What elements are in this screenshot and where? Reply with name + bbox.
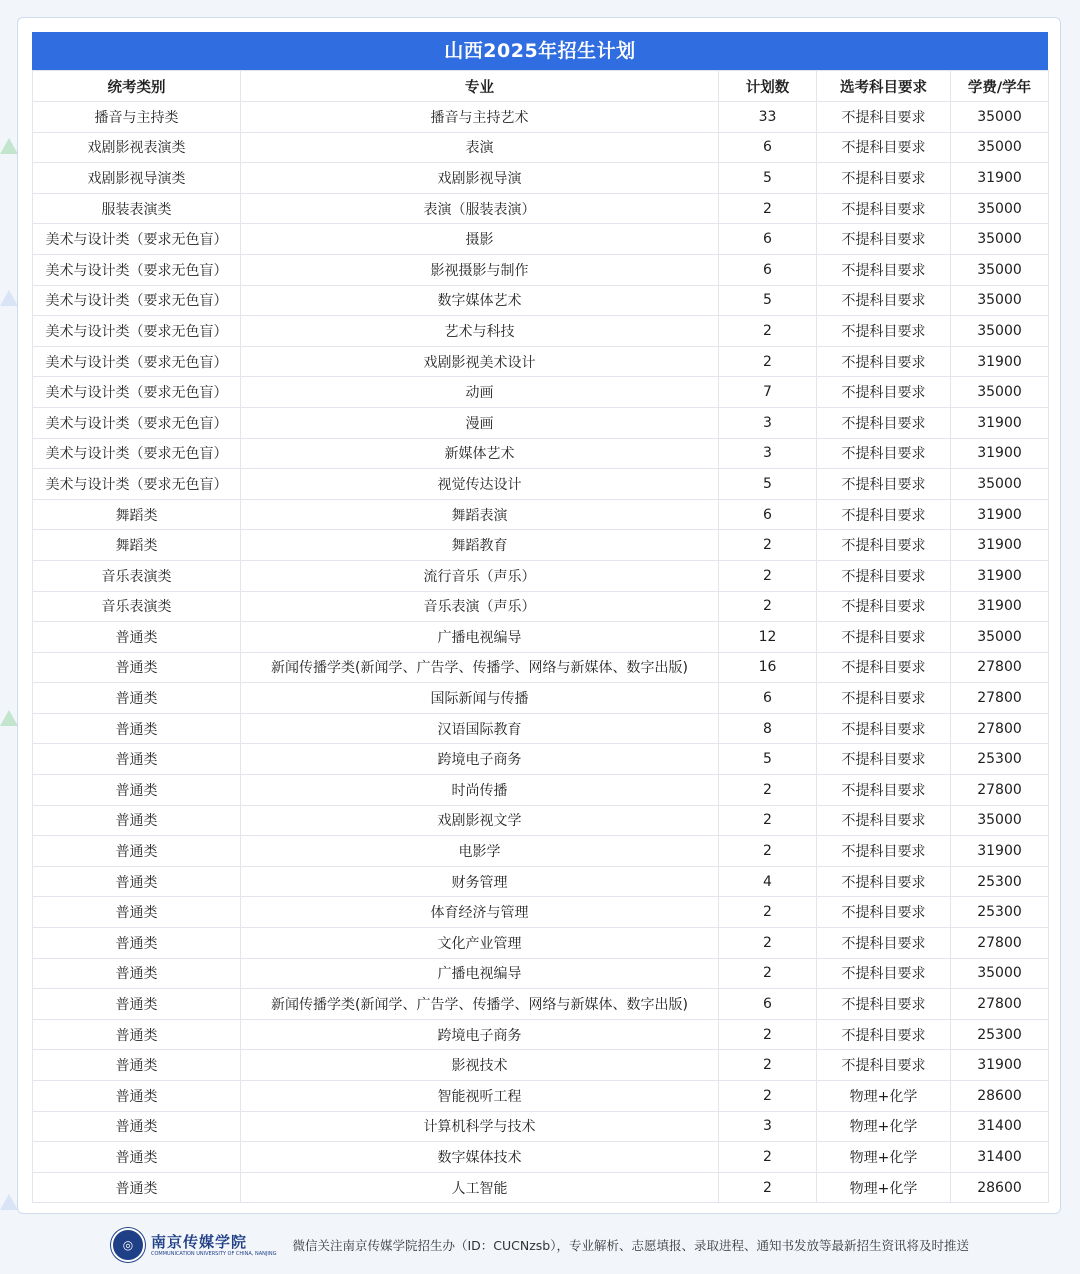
cell-tuition: 31400	[951, 1111, 1049, 1142]
cell-tuition: 35000	[951, 805, 1049, 836]
column-header-quota: 计划数	[719, 71, 817, 102]
cell-tuition: 35000	[951, 285, 1049, 316]
table-row	[33, 407, 1049, 438]
footer	[0, 1226, 1080, 1264]
cell-category: 舞蹈类	[33, 499, 241, 530]
cell-subject-requirement: 不提科目要求	[817, 591, 951, 622]
cell-quota: 6	[719, 683, 817, 714]
cell-tuition: 35000	[951, 224, 1049, 255]
cell-tuition: 31900	[951, 591, 1049, 622]
cell-major: 戏剧影视美术设计	[241, 346, 719, 377]
university-name-en: COMMUNICATION UNIVERSITY OF CHINA, NANJING	[151, 1250, 277, 1257]
cell-major: 计算机科学与技术	[241, 1111, 719, 1142]
cell-major: 摄影	[241, 224, 719, 255]
cell-category: 美术与设计类（要求无色盲）	[33, 285, 241, 316]
cell-tuition: 35000	[951, 958, 1049, 989]
cell-major: 动画	[241, 377, 719, 408]
cell-quota: 6	[719, 499, 817, 530]
cell-tuition: 25300	[951, 744, 1049, 775]
table-row	[33, 102, 1049, 133]
cell-category: 普通类	[33, 1019, 241, 1050]
cell-quota: 5	[719, 469, 817, 500]
cell-major: 汉语国际教育	[241, 713, 719, 744]
cell-tuition: 35000	[951, 377, 1049, 408]
cell-quota: 8	[719, 713, 817, 744]
table-row	[33, 1081, 1049, 1112]
cell-tuition: 31900	[951, 1050, 1049, 1081]
cell-subject-requirement: 不提科目要求	[817, 102, 951, 133]
cell-subject-requirement: 不提科目要求	[817, 469, 951, 500]
cell-major: 跨境电子商务	[241, 1019, 719, 1050]
cell-tuition: 31400	[951, 1142, 1049, 1173]
cell-subject-requirement: 不提科目要求	[817, 193, 951, 224]
cell-major: 国际新闻与传播	[241, 683, 719, 714]
cell-subject-requirement: 不提科目要求	[817, 530, 951, 561]
cell-category: 普通类	[33, 1081, 241, 1112]
table-row	[33, 622, 1049, 653]
table-row	[33, 285, 1049, 316]
cell-subject-requirement: 不提科目要求	[817, 254, 951, 285]
table-row	[33, 775, 1049, 806]
cell-major: 舞蹈教育	[241, 530, 719, 561]
cell-tuition: 35000	[951, 254, 1049, 285]
column-header-major: 专业	[241, 71, 719, 102]
cell-tuition: 27800	[951, 928, 1049, 959]
cell-quota: 4	[719, 866, 817, 897]
cell-major: 戏剧影视导演	[241, 163, 719, 194]
table-row	[33, 132, 1049, 163]
cell-category: 服装表演类	[33, 193, 241, 224]
cell-category: 播音与主持类	[33, 102, 241, 133]
cell-subject-requirement: 不提科目要求	[817, 316, 951, 347]
cell-tuition: 35000	[951, 132, 1049, 163]
cell-subject-requirement: 不提科目要求	[817, 132, 951, 163]
cell-quota: 7	[719, 377, 817, 408]
table-row	[33, 1050, 1049, 1081]
table-row	[33, 254, 1049, 285]
cell-quota: 3	[719, 438, 817, 469]
cell-category: 戏剧影视导演类	[33, 163, 241, 194]
cell-quota: 5	[719, 744, 817, 775]
table-row	[33, 316, 1049, 347]
cell-major: 智能视听工程	[241, 1081, 719, 1112]
cell-major: 音乐表演（声乐）	[241, 591, 719, 622]
cell-quota: 16	[719, 652, 817, 683]
cell-major: 新媒体艺术	[241, 438, 719, 469]
table-row	[33, 1142, 1049, 1173]
cell-subject-requirement: 不提科目要求	[817, 1050, 951, 1081]
cell-tuition: 31900	[951, 438, 1049, 469]
cell-quota: 3	[719, 1111, 817, 1142]
cell-subject-requirement: 物理+化学	[817, 1172, 951, 1203]
cell-subject-requirement: 物理+化学	[817, 1081, 951, 1112]
cell-category: 普通类	[33, 713, 241, 744]
cell-quota: 2	[719, 775, 817, 806]
cell-category: 普通类	[33, 1050, 241, 1081]
table-row	[33, 1111, 1049, 1142]
cell-quota: 2	[719, 805, 817, 836]
cell-category: 普通类	[33, 652, 241, 683]
cell-subject-requirement: 不提科目要求	[817, 622, 951, 653]
table-row	[33, 438, 1049, 469]
cell-quota: 2	[719, 836, 817, 867]
decor-triangle	[0, 290, 18, 306]
cell-major: 播音与主持艺术	[241, 102, 719, 133]
cell-tuition: 35000	[951, 469, 1049, 500]
cell-quota: 6	[719, 132, 817, 163]
cell-subject-requirement: 不提科目要求	[817, 928, 951, 959]
cell-quota: 2	[719, 1172, 817, 1203]
cell-major: 文化产业管理	[241, 928, 719, 959]
cell-major: 流行音乐（声乐）	[241, 560, 719, 591]
cell-subject-requirement: 不提科目要求	[817, 836, 951, 867]
cell-quota: 2	[719, 958, 817, 989]
cell-quota: 5	[719, 163, 817, 194]
cell-category: 普通类	[33, 775, 241, 806]
cell-quota: 5	[719, 285, 817, 316]
cell-tuition: 31900	[951, 407, 1049, 438]
cell-major: 表演（服装表演）	[241, 193, 719, 224]
cell-major: 人工智能	[241, 1172, 719, 1203]
cell-major: 数字媒体艺术	[241, 285, 719, 316]
cell-subject-requirement: 不提科目要求	[817, 285, 951, 316]
cell-tuition: 31900	[951, 346, 1049, 377]
cell-major: 影视技术	[241, 1050, 719, 1081]
cell-subject-requirement: 不提科目要求	[817, 652, 951, 683]
cell-quota: 2	[719, 591, 817, 622]
cell-tuition: 31900	[951, 499, 1049, 530]
cell-quota: 12	[719, 622, 817, 653]
cell-category: 普通类	[33, 897, 241, 928]
cell-category: 普通类	[33, 622, 241, 653]
cell-category: 音乐表演类	[33, 560, 241, 591]
table-row	[33, 713, 1049, 744]
cell-category: 普通类	[33, 683, 241, 714]
cell-tuition: 25300	[951, 866, 1049, 897]
table-body	[33, 102, 1049, 1203]
university-logo	[111, 1228, 276, 1262]
cell-tuition: 28600	[951, 1172, 1049, 1203]
cell-category: 普通类	[33, 836, 241, 867]
table-row	[33, 652, 1049, 683]
cell-category: 普通类	[33, 805, 241, 836]
cell-tuition: 35000	[951, 193, 1049, 224]
column-header-category: 统考类别	[33, 71, 241, 102]
cell-quota: 2	[719, 193, 817, 224]
cell-quota: 2	[719, 346, 817, 377]
cell-major: 跨境电子商务	[241, 744, 719, 775]
cell-category: 戏剧影视表演类	[33, 132, 241, 163]
cell-tuition: 31900	[951, 163, 1049, 194]
cell-tuition: 27800	[951, 989, 1049, 1020]
cell-category: 美术与设计类（要求无色盲）	[33, 438, 241, 469]
table-row	[33, 836, 1049, 867]
cell-subject-requirement: 不提科目要求	[817, 224, 951, 255]
cell-subject-requirement: 不提科目要求	[817, 407, 951, 438]
cell-tuition: 27800	[951, 683, 1049, 714]
table-row	[33, 591, 1049, 622]
cell-major: 数字媒体技术	[241, 1142, 719, 1173]
cell-subject-requirement: 不提科目要求	[817, 866, 951, 897]
cell-subject-requirement: 不提科目要求	[817, 744, 951, 775]
cell-category: 音乐表演类	[33, 591, 241, 622]
table-row	[33, 163, 1049, 194]
cell-major: 新闻传播学类(新闻学、广告学、传播学、网络与新媒体、数字出版)	[241, 989, 719, 1020]
cell-subject-requirement: 不提科目要求	[817, 560, 951, 591]
cell-quota: 2	[719, 1050, 817, 1081]
cell-tuition: 31900	[951, 560, 1049, 591]
table-row	[33, 193, 1049, 224]
cell-tuition: 27800	[951, 713, 1049, 744]
table-row	[33, 499, 1049, 530]
table-row	[33, 683, 1049, 714]
university-name: 南京传媒学院	[151, 1232, 248, 1251]
cell-category: 普通类	[33, 989, 241, 1020]
cell-subject-requirement: 不提科目要求	[817, 989, 951, 1020]
page-title: 山西2025年招生计划	[32, 32, 1048, 70]
cell-subject-requirement: 不提科目要求	[817, 683, 951, 714]
table-row	[33, 530, 1049, 561]
cell-quota: 6	[719, 224, 817, 255]
cell-category: 舞蹈类	[33, 530, 241, 561]
cell-subject-requirement: 不提科目要求	[817, 713, 951, 744]
cell-quota: 2	[719, 1142, 817, 1173]
plan-card	[17, 17, 1061, 1214]
table-row	[33, 346, 1049, 377]
table-row	[33, 866, 1049, 897]
cell-major: 电影学	[241, 836, 719, 867]
cell-quota: 2	[719, 1019, 817, 1050]
decor-triangle	[0, 710, 18, 726]
table-row	[33, 1172, 1049, 1203]
cell-category: 普通类	[33, 1172, 241, 1203]
cell-tuition: 31900	[951, 530, 1049, 561]
cell-major: 广播电视编导	[241, 958, 719, 989]
column-header-tuition: 学费/学年	[951, 71, 1049, 102]
cell-category: 普通类	[33, 958, 241, 989]
cell-category: 美术与设计类（要求无色盲）	[33, 346, 241, 377]
table-row	[33, 958, 1049, 989]
decor-triangle	[0, 138, 18, 154]
cell-subject-requirement: 不提科目要求	[817, 346, 951, 377]
cell-quota: 2	[719, 1081, 817, 1112]
cell-category: 美术与设计类（要求无色盲）	[33, 316, 241, 347]
cell-tuition: 31900	[951, 836, 1049, 867]
cell-quota: 2	[719, 530, 817, 561]
cell-category: 普通类	[33, 928, 241, 959]
cell-subject-requirement: 不提科目要求	[817, 897, 951, 928]
footer-note: 微信关注南京传媒学院招生办（ID：CUCNzsb），专业解析、志愿填报、录取进程、通知书发放等最新招生资讯将及时推送	[292, 1238, 969, 1253]
column-header-subject-requirement: 选考科目要求	[817, 71, 951, 102]
cell-quota: 3	[719, 407, 817, 438]
cell-quota: 33	[719, 102, 817, 133]
cell-subject-requirement: 不提科目要求	[817, 958, 951, 989]
table-row	[33, 805, 1049, 836]
cell-major: 体育经济与管理	[241, 897, 719, 928]
table-row	[33, 560, 1049, 591]
cell-category: 美术与设计类（要求无色盲）	[33, 407, 241, 438]
cell-subject-requirement: 不提科目要求	[817, 163, 951, 194]
cell-category: 美术与设计类（要求无色盲）	[33, 377, 241, 408]
table-row	[33, 744, 1049, 775]
cell-major: 漫画	[241, 407, 719, 438]
cell-quota: 2	[719, 897, 817, 928]
cell-tuition: 28600	[951, 1081, 1049, 1112]
table-row	[33, 897, 1049, 928]
cell-subject-requirement: 不提科目要求	[817, 1019, 951, 1050]
cell-subject-requirement: 不提科目要求	[817, 775, 951, 806]
cell-category: 美术与设计类（要求无色盲）	[33, 224, 241, 255]
cell-quota: 6	[719, 989, 817, 1020]
cell-tuition: 25300	[951, 1019, 1049, 1050]
cell-tuition: 35000	[951, 316, 1049, 347]
cell-subject-requirement: 物理+化学	[817, 1142, 951, 1173]
admission-plan-table	[32, 70, 1049, 1203]
cell-category: 美术与设计类（要求无色盲）	[33, 469, 241, 500]
cell-major: 影视摄影与制作	[241, 254, 719, 285]
cell-major: 艺术与科技	[241, 316, 719, 347]
cell-tuition: 35000	[951, 622, 1049, 653]
cell-subject-requirement: 不提科目要求	[817, 438, 951, 469]
cell-major: 表演	[241, 132, 719, 163]
cell-major: 广播电视编导	[241, 622, 719, 653]
cell-tuition: 27800	[951, 775, 1049, 806]
cell-major: 时尚传播	[241, 775, 719, 806]
cell-quota: 2	[719, 316, 817, 347]
table-row	[33, 989, 1049, 1020]
cell-quota: 6	[719, 254, 817, 285]
cell-major: 视觉传达设计	[241, 469, 719, 500]
decor-triangle	[0, 1194, 18, 1210]
table-row	[33, 1019, 1049, 1050]
cell-category: 美术与设计类（要求无色盲）	[33, 254, 241, 285]
cell-subject-requirement: 不提科目要求	[817, 499, 951, 530]
cell-subject-requirement: 不提科目要求	[817, 805, 951, 836]
cell-major: 戏剧影视文学	[241, 805, 719, 836]
cell-major: 舞蹈表演	[241, 499, 719, 530]
table-header-row	[33, 71, 1049, 102]
table-row	[33, 469, 1049, 500]
cell-quota: 2	[719, 928, 817, 959]
cell-category: 普通类	[33, 866, 241, 897]
cell-tuition: 25300	[951, 897, 1049, 928]
university-emblem-icon: ◎	[111, 1228, 145, 1262]
cell-category: 普通类	[33, 1142, 241, 1173]
cell-category: 普通类	[33, 744, 241, 775]
cell-subject-requirement: 物理+化学	[817, 1111, 951, 1142]
table-row	[33, 224, 1049, 255]
cell-subject-requirement: 不提科目要求	[817, 377, 951, 408]
table-row	[33, 377, 1049, 408]
cell-major: 新闻传播学类(新闻学、广告学、传播学、网络与新媒体、数字出版)	[241, 652, 719, 683]
cell-tuition: 35000	[951, 102, 1049, 133]
cell-quota: 2	[719, 560, 817, 591]
cell-tuition: 27800	[951, 652, 1049, 683]
cell-category: 普通类	[33, 1111, 241, 1142]
cell-major: 财务管理	[241, 866, 719, 897]
table-row	[33, 928, 1049, 959]
